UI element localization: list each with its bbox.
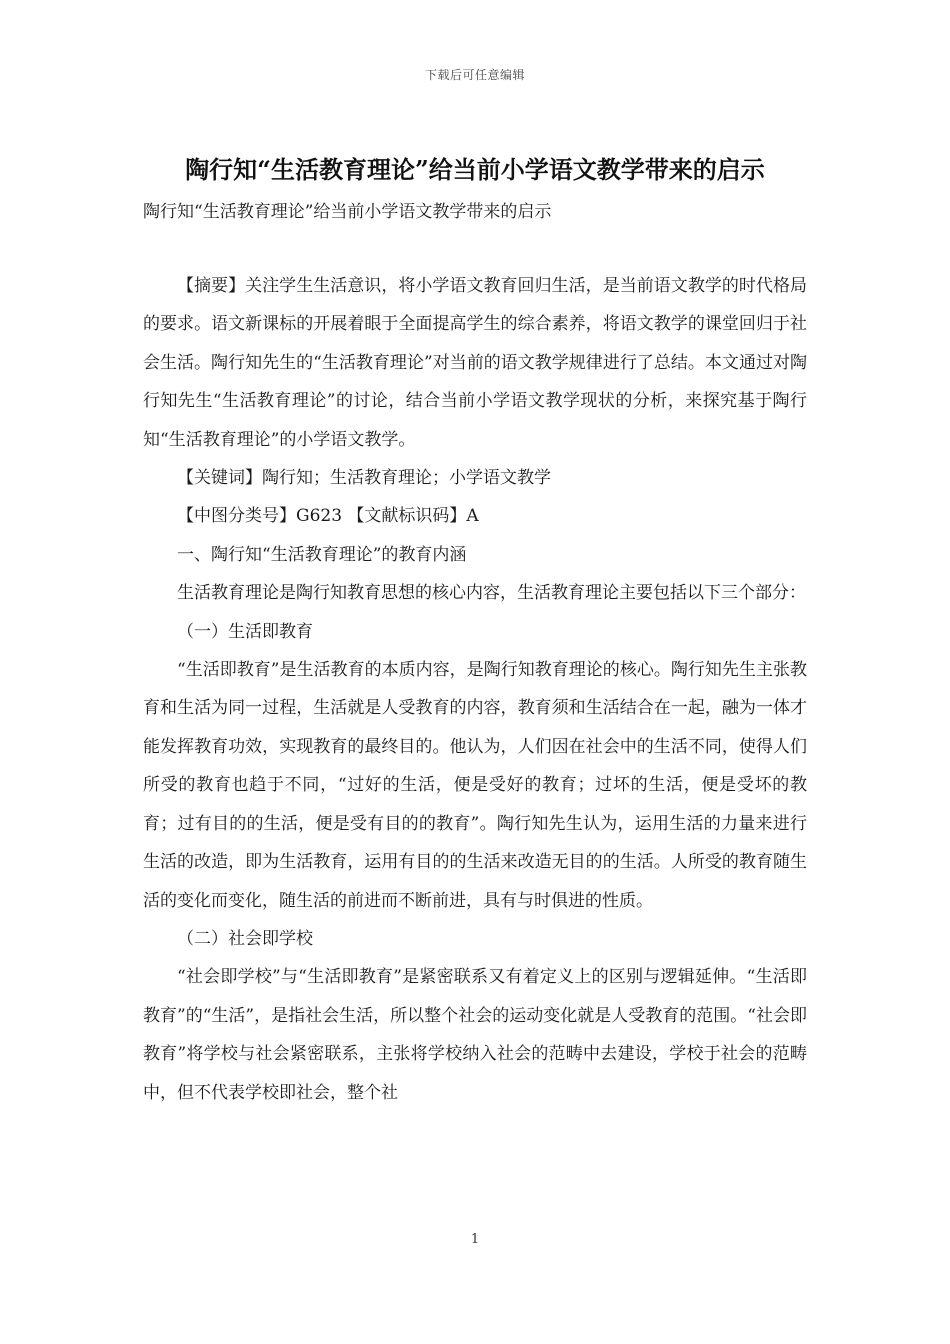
body-paragraph: “社会即学校”与“生活即教育”是紧密联系又有着定义上的区别与逻辑延伸。“生活即教育”的“生活”，是指社会生活，所以整个社会的运动变化就是人受教育的范围。“社会即教育”将学校与社会紧密联系，主张将学校纳入社会的范畴中去建设，学校于社会的范畴中，但不代表学校即社会，整个社 xyxy=(143,967,807,1103)
document-subtitle: 陶行知“生活教育理论”给当前小学语文教学带来的启示 xyxy=(143,202,552,222)
document-body xyxy=(143,267,807,1112)
subsection-heading: （一）生活即教育 xyxy=(177,621,313,642)
page-number: 1 xyxy=(470,1232,480,1247)
body-paragraph: “生活即教育”是生活教育的本质内容，是陶行知教育理论的核心。陶行知先生主张教育和生活为同一过程，生活就是人受教育的内容，教育须和生活结合在一起，融为一体才能发挥教育功效，实现教育的最终目的。他认为，人们因在社会中的生活不同，使得人们所受的教育也趋于不同，“过好的生活，便是受好的教育；过坏的生活，便是受坏的教育；过有目的的生活，便是受有目的的教育”。陶行知先生认为，运用生活的力量来进行生活的改造，即为生活教育，运用有目的的生活来改造无目的的生活。人所受的教育随生活的变化而变化，随生活的前进而不断前进，具有与时俱进的性质。 xyxy=(143,660,807,911)
classification-paragraph: 【中图分类号】G623 【文献标识码】A xyxy=(177,506,479,527)
abstract-paragraph: 【摘要】关注学生生活意识，将小学语文教育回归生活，是当前语文教学的时代格局的要求。语文新课标的开展着眼于全面提高学生的综合素养，将语文教学的课堂回归于社会生活。陶行知先生的“生活教育理论”对当前的语文教学规律进行了总结。本文通过对陶行知先生“生活教育理论”的讨论，结合当前小学语文教学现状的分析，来探究基于陶行知“生活教育理论”的小学语文教学。 xyxy=(143,276,807,450)
subsection-heading: （二）社会即学校 xyxy=(177,928,313,949)
document-title: 陶行知“生活教育理论”给当前小学语文教学带来的启示 xyxy=(185,155,765,184)
page-header: 下载后可任意编辑 xyxy=(424,68,525,82)
section-heading: 一、陶行知“生活教育理论”的教育内涵 xyxy=(177,544,467,565)
keywords-paragraph: 【关键词】陶行知；生活教育理论；小学语文教学 xyxy=(177,468,551,489)
body-paragraph: 生活教育理论是陶行知教育思想的核心内容，生活教育理论主要包括以下三个部分： xyxy=(177,583,806,604)
